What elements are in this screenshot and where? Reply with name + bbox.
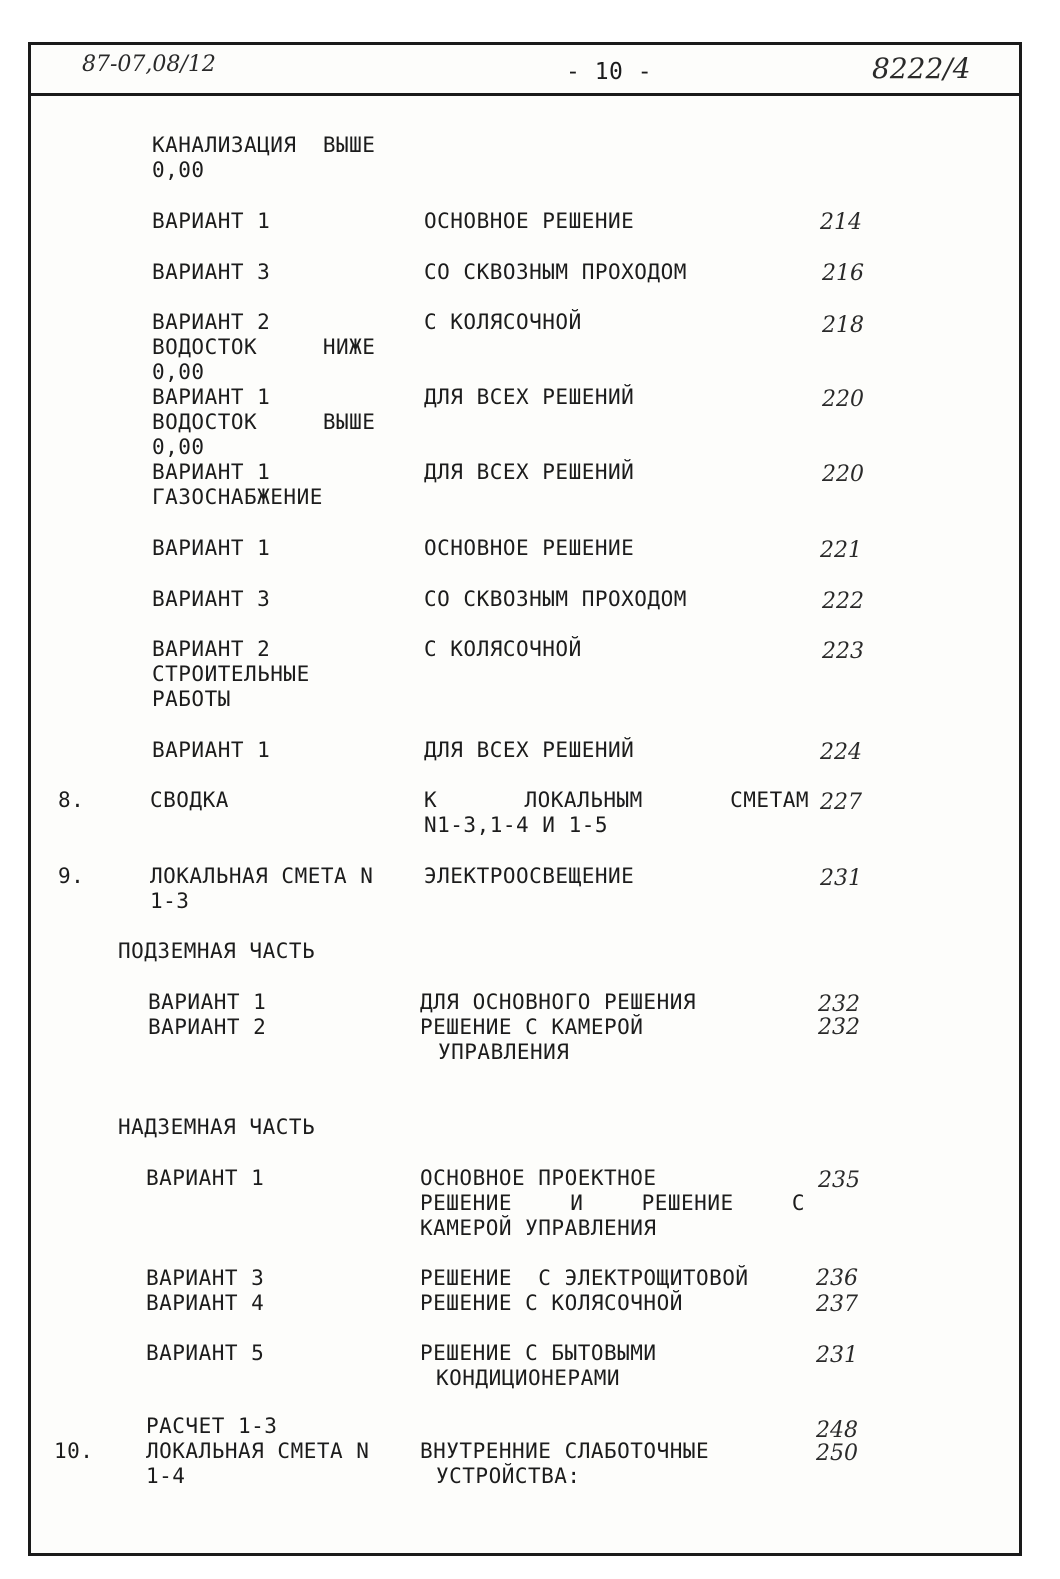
word: К [424,788,438,812]
item-description: ВНУТРЕННИЕ СЛАБОТОЧНЫЕ [420,1439,710,1463]
page-ref: 235 [818,1168,860,1193]
item-description [424,788,809,813]
level-value: 0,00 [152,158,205,182]
page-ref: 236 [816,1266,858,1291]
archive-number: 8222/4 [872,52,971,85]
page-ref: 232 [818,1015,860,1040]
page-number: - 10 - [566,59,653,85]
variant-description: КАМЕРОЙ УПРАВЛЕНИЯ [420,1216,657,1240]
section-raboty: РАБОТЫ [152,687,231,711]
variant-description: ДЛЯ ВСЕХ РЕШЕНИЙ [424,460,635,484]
page-ref: 224 [820,740,862,765]
subsection-nadzemnaya: НАДЗЕМНАЯ ЧАСТЬ [118,1115,316,1139]
variant-description: ОСНОВНОЕ РЕШЕНИЕ [424,209,635,233]
page-ref: 232 [818,992,860,1017]
variant-label: ВАРИАНТ 1 [152,460,271,484]
word: РЕШЕНИЕ [420,1191,513,1215]
variant-description: ДЛЯ ВСЕХ РЕШЕНИЙ [424,385,635,409]
variant-description: С КОЛЯСОЧНОЙ [424,637,582,661]
section-kanalizaciya: КАНАЛИЗАЦИЯ ВЫШЕ [152,133,376,157]
level-value: 0,00 [152,360,205,384]
page-ref: 227 [820,790,862,815]
item-title: СВОДКА [150,788,229,812]
page-ref: 231 [816,1343,858,1368]
item-number: 8. [58,788,85,812]
raschet-label: РАСЧЕТ 1-3 [146,1414,278,1438]
variant-description: КОНДИЦИОНЕРАМИ [436,1366,621,1390]
variant-label: ВАРИАНТ 1 [152,385,271,409]
page-ref: 221 [820,538,862,563]
variant-label: ВАРИАНТ 3 [152,260,271,284]
variant-label: ВАРИАНТ 1 [152,209,271,233]
word: С [791,1191,805,1215]
smeta-number: 1-4 [146,1464,186,1488]
variant-label: ВАРИАНТ 3 [146,1266,265,1290]
section-gazosnabzhenie: ГАЗОСНАБЖЕНИЕ [152,485,323,509]
variant-description: РЕШЕНИЕ С БЫТОВЫМИ [420,1341,657,1365]
page-ref: 214 [820,210,862,235]
item-title: ЛОКАЛЬНАЯ СМЕТА N [150,864,374,888]
variant-description: С КОЛЯСОЧНОЙ [424,310,582,334]
item-description: ЭЛЕКТРООСВЕЩЕНИЕ [424,864,635,888]
page-ref: 231 [820,866,862,891]
variant-description: РЕШЕНИЕ С ЭЛЕКТРОЩИТОВОЙ [420,1266,749,1290]
page-ref: 237 [816,1292,858,1317]
item-title: ЛОКАЛЬНАЯ СМЕТА N [146,1439,370,1463]
variant-description: РЕШЕНИЕ С КОЛЯСОЧНОЙ [420,1291,683,1315]
variant-label: ВАРИАНТ 2 [152,637,271,661]
variant-description: СО СКВОЗНЫМ ПРОХОДОМ [424,587,687,611]
variant-description: ОСНОВНОЕ РЕШЕНИЕ [424,536,635,560]
page-ref: 222 [822,589,864,614]
variant-description: УПРАВЛЕНИЯ [438,1040,570,1064]
variant-label: ВАРИАНТ 1 [148,990,267,1014]
item-description: N1-3,1-4 И 1-5 [424,813,609,837]
variant-label: ВАРИАНТ 4 [146,1291,265,1315]
variant-description [420,1191,805,1216]
subsection-podzemnaya: ПОДЗЕМНАЯ ЧАСТЬ [118,939,316,963]
level-value: 0,00 [152,435,205,459]
page-ref: 220 [822,387,864,412]
section-vodostok: ВОДОСТОК ВЫШЕ [152,410,376,434]
page-ref: 248 [816,1418,858,1443]
page-ref: 220 [822,462,864,487]
variant-description: ДЛЯ ОСНОВНОГО РЕШЕНИЯ [420,990,697,1014]
variant-label: ВАРИАНТ 5 [146,1341,265,1365]
item-number: 9. [58,864,85,888]
section-stroitelnye: СТРОИТЕЛЬНЫЕ [152,662,310,686]
variant-label: ВАРИАНТ 3 [152,587,271,611]
header-divider [28,93,1022,96]
smeta-number: 1-3 [150,889,190,913]
variant-label: ВАРИАНТ 1 [152,738,271,762]
doc-code: 87-07,08/12 [82,52,216,77]
variant-label: ВАРИАНТ 1 [146,1166,265,1190]
variant-label: ВАРИАНТ 2 [152,310,271,334]
page-ref: 250 [816,1441,858,1466]
variant-description: ОСНОВНОЕ ПРОЕКТНОЕ [420,1166,657,1190]
page-ref: 216 [822,261,864,286]
variant-label: ВАРИАНТ 1 [152,536,271,560]
variant-description: РЕШЕНИЕ С КАМЕРОЙ [420,1015,644,1039]
page-ref: 218 [822,313,864,338]
word: И [570,1191,584,1215]
page-ref: 223 [822,639,864,664]
variant-description: ДЛЯ ВСЕХ РЕШЕНИЙ [424,738,635,762]
variant-label: ВАРИАНТ 2 [148,1015,267,1039]
word: СМЕТАМ [730,788,809,812]
item-number: 10. [54,1439,94,1463]
section-vodostok: ВОДОСТОК НИЖЕ [152,335,376,359]
word: РЕШЕНИЕ [641,1191,734,1215]
word: ЛОКАЛЬНЫМ [524,788,643,812]
variant-description: СО СКВОЗНЫМ ПРОХОДОМ [424,260,687,284]
item-description: УСТРОЙСТВА: [436,1464,581,1488]
